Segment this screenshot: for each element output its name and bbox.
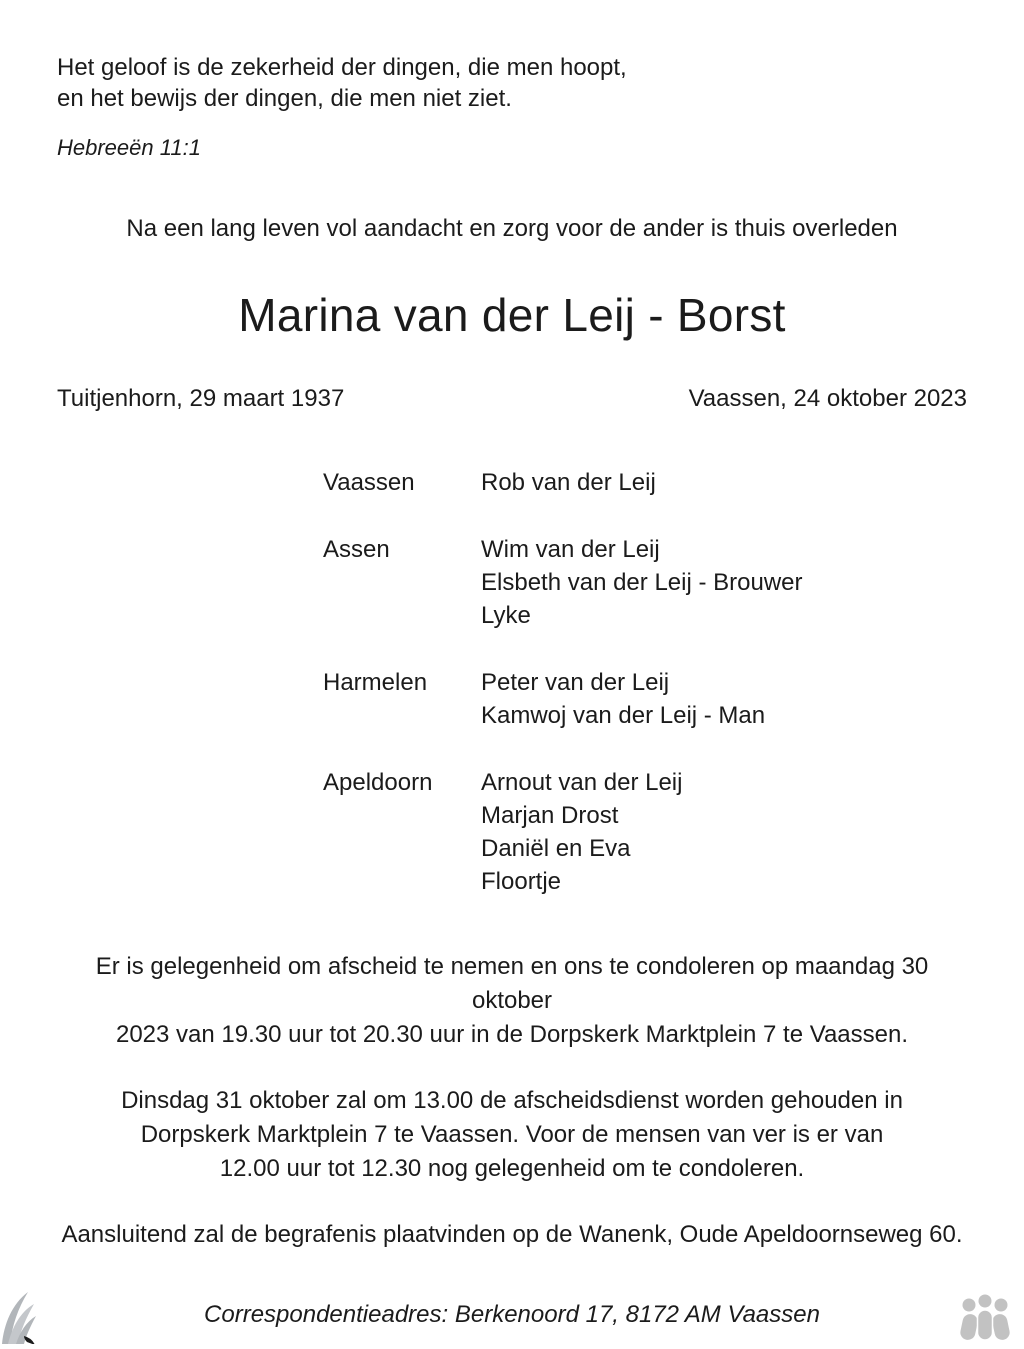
family-place: Vaassen [323,469,415,496]
family-place: Apeldoorn [323,769,433,796]
family-member: Floortje [481,868,562,895]
family-member: Arnout van der Leij [481,769,683,796]
family-member: Wim van der Leij [481,536,660,563]
announcement-line: Dinsdag 31 oktober zal om 13.00 de afscheidsdienst worden gehouden in [121,1087,903,1114]
family-names [481,766,682,898]
family-names [481,533,803,632]
family-group [323,466,967,499]
announcement-paragraph [57,950,967,1052]
family-list [323,466,967,898]
family-member: Marjan Drost [481,802,619,829]
announcement-line: Aansluitend zal de begrafenis plaatvinden op de Wanenk, Oude Apeldoornseweg 60. [61,1221,963,1248]
dates-row [57,384,967,414]
intro-line: Na een lang leven vol aandacht en zorg voor de ander is thuis overleden [126,215,898,242]
family-member: Lyke [481,602,531,629]
family-member: Kamwoj van der Leij - Man [481,702,766,729]
people-group-icon [958,1292,1012,1342]
family-place: Harmelen [323,669,428,696]
announcement-line: 2023 van 19.30 uur tot 20.30 uur in de Dorpskerk Marktplein 7 te Vaassen. [115,1021,909,1048]
announcement-line: 12.00 uur tot 12.30 nog gelegenheid om te condoleren. [219,1155,805,1182]
family-names [481,466,656,499]
announcement-paragraph [57,1218,967,1252]
family-place: Assen [323,536,390,563]
deceased-name: Marina van der Leij - Borst [238,289,786,341]
quote-line: Het geloof is de zekerheid der dingen, die men hoopt, [57,54,627,81]
scripture-quote [57,52,967,114]
family-names [481,666,765,732]
announcement-paragraph [57,1084,967,1186]
death-place-date: Vaassen, 24 oktober 2023 [688,385,967,412]
quote-line: en het bewijs der dingen, die men niet ziet. [57,85,512,112]
family-member: Peter van der Leij [481,669,670,696]
family-group [323,666,967,732]
feather-icon [2,1286,46,1344]
correspondence-address: Correspondentieadres: Berkenoord 17, 8172 AM Vaassen [204,1301,820,1328]
announcement-line: Dorpskerk Marktplein 7 te Vaassen. Voor de mensen van ver is er van [140,1121,884,1148]
scripture-reference: Hebreeën 11:1 [57,135,201,160]
family-member: Rob van der Leij [481,469,656,496]
announcement-line: Er is gelegenheid om afscheid te nemen en ons te condoleren op maandag 30 oktober [95,953,929,1014]
birth-place-date: Tuitjenhorn, 29 maart 1937 [57,385,345,412]
family-member: Elsbeth van der Leij - Brouwer [481,569,803,596]
announcements [57,950,967,1252]
family-member: Daniël en Eva [481,835,631,862]
family-group [323,766,967,898]
family-group [323,533,967,632]
